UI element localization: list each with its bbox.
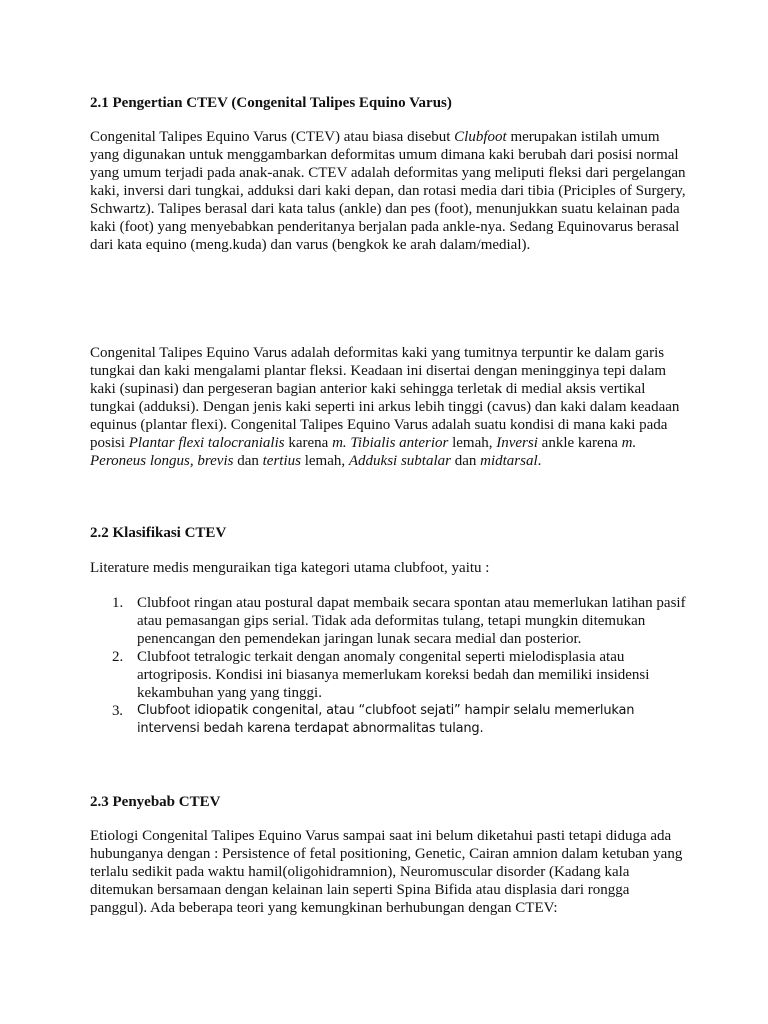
italic-term: m. Peroneus longus, brevis xyxy=(90,435,637,469)
list-item xyxy=(90,648,690,702)
paragraph-definition xyxy=(90,128,690,254)
text-run: karena xyxy=(284,435,333,451)
paragraph-description xyxy=(90,344,690,470)
list-item xyxy=(90,594,690,648)
paragraph-etiology: Etiologi Congenital Talipes Equino Varus sampai saat ini belum diketahui pasti tetapi diduga ada hubunganya dengan : Persistence of fetal positioning, Genetic, Cairan amnion dalam ketuban yang terlalu sedikit pada waktu hamil(oligohidramnion), Neuromuscular disorder (Kadang kala ditemukan bersamaan dengan kelainan lain seperti Spina Bifida atau displasia dari rongga panggul). Ada beberapa teori yang kemungkinan berhubungan dengan CTEV: xyxy=(90,828,683,916)
text-run: ankle karena xyxy=(537,435,622,451)
text-run: dan xyxy=(233,453,263,469)
text-run: lemah, xyxy=(300,453,349,469)
italic-term: tertius xyxy=(262,453,301,469)
text-run: . xyxy=(537,453,542,469)
list-number: 3. xyxy=(112,703,123,719)
italic-term: m. Tibialis anterior xyxy=(332,435,449,451)
list-item-text: Clubfoot tetralogic terkait dengan anomaly congenital seperti mielodisplasia atau artogriposis. Kondisi ini biasanya memerlukam koreksi bedah dan memiliki insidensi kekambuhan yang yang tinggi. xyxy=(137,649,650,701)
italic-term: Inversi xyxy=(496,435,538,451)
section-heading-2-1: 2.1 Pengertian CTEV (Congenital Talipes Equino Varus) xyxy=(90,95,452,111)
list-item-text: Clubfoot ringan atau postural dapat membaik secara spontan atau memerlukan latihan pasif atau pemasangan gips serial. Tidak ada deformitas tulang, tetapi mungkin ditemukan penencangan den pemendekan jaringan lunak secara medial dan posterior. xyxy=(137,595,686,647)
paragraph-classification-intro: Literature medis menguraikan tiga kategori utama clubfoot, yaitu : xyxy=(90,560,490,576)
italic-term: Clubfoot xyxy=(454,129,507,145)
italic-term: Adduksi subtalar xyxy=(348,453,451,469)
section-heading-2-3: 2.3 Penyebab CTEV xyxy=(90,794,221,810)
text-run: Congenital Talipes Equino Varus (CTEV) atau biasa disebut xyxy=(90,129,455,145)
section-heading-2-2: 2.2 Klasifikasi CTEV xyxy=(90,525,227,541)
text-run: merupakan istilah umum yang digunakan untuk menggambarkan deformitas umum dimana kaki berubah dari posisi normal yang umum terjadi pada anak-anak. CTEV adalah deformitas yang meliputi fleksi dari pergelangan kaki, inversi dari tungkai, adduksi dari kaki depan, dan rotasi media dari tibia (Priciples of Surgery, Schwartz). Talipes berasal dari kata talus (ankle) dan pes (foot), menunjukkan suatu kelainan pada kaki (foot) yang menyebabkan penderitanya berjalan pada ankle-nya. Sedang Equinovarus berasal dari kata equino (meng.kuda) dan varus (bengkok ke arah dalam/medial). xyxy=(90,129,686,253)
text-run: Congenital Talipes Equino Varus adalah deformitas kaki yang tumitnya terpuntir ke dalam garis tungkai dan kaki mengalami plantar fleksi. Keadaan ini disertai dengan meningginya tepi dalam kaki (supinasi) dan pergeseran bagian anterior kaki sehingga terletak di medial aksis vertikal tungkai (adduksi). Dengan jenis kaki seperti ini arkus lebih tinggi (cavus) dan kaki dalam keadaan equinus (plantar flexi). Congenital Talipes Equino Varus adalah suatu kondisi di mana kaki pada posisi xyxy=(90,345,680,451)
list-number: 1. xyxy=(112,595,124,611)
italic-term: Plantar flexi talocranialis xyxy=(128,435,285,451)
list-item-text: Clubfoot idiopatik congenital, atau “clubfoot sejati” hampir selalu memerlukan intervensi bedah karena terdapat abnormalitas tulang. xyxy=(137,703,635,736)
text-run: dan xyxy=(450,453,481,469)
italic-term: midtarsal xyxy=(480,453,538,469)
list-number: 2. xyxy=(112,649,124,665)
text-run: lemah, xyxy=(448,435,497,451)
classification-list xyxy=(90,594,690,738)
list-item xyxy=(90,702,690,738)
